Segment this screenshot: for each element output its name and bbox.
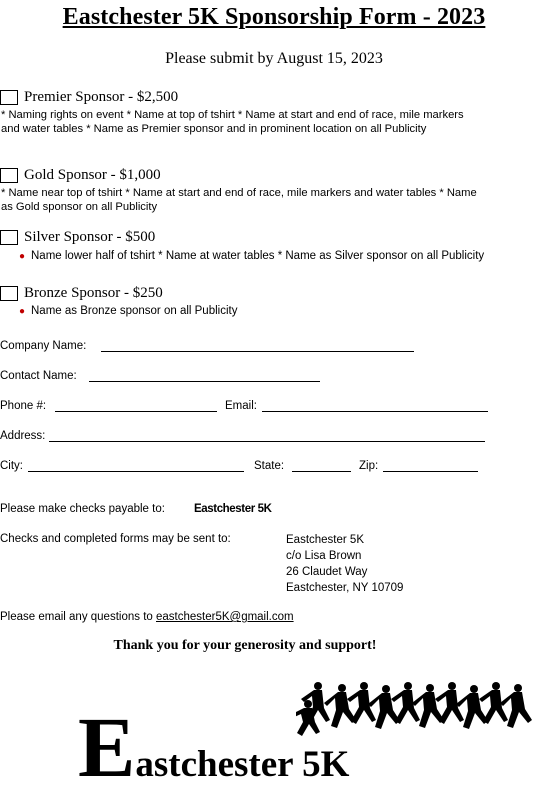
gold-label: Gold Sponsor - $1,000 xyxy=(24,167,161,183)
tier-gold xyxy=(0,167,161,184)
gold-checkbox[interactable] xyxy=(0,168,18,183)
silver-benefits-text: Name lower half of tshirt * Name at water tables * Name as Silver sponsor on all Publicity xyxy=(31,250,485,262)
email-question xyxy=(0,611,294,623)
logo-initial: E xyxy=(78,699,136,795)
phone-label: Phone #: xyxy=(0,400,47,412)
bullet-icon: ● xyxy=(19,306,26,317)
bronze-benefits-text: Name as Bronze sponsor on all Publicity xyxy=(31,305,238,317)
premier-label: Premier Sponsor - $2,500 xyxy=(24,89,179,105)
bullet-icon: ● xyxy=(19,251,26,262)
tier-silver xyxy=(0,229,155,246)
email-input[interactable] xyxy=(262,399,488,412)
city-input[interactable] xyxy=(28,459,244,472)
checks-payable-label: Please make checks payable to: xyxy=(0,503,165,515)
bronze-checkbox[interactable] xyxy=(0,286,18,301)
bronze-label: Bronze Sponsor - $250 xyxy=(24,285,163,301)
tier-premier xyxy=(0,89,178,106)
email-label: Email: xyxy=(225,400,257,412)
event-logo xyxy=(78,699,350,795)
address-line: 26 Claudet Way xyxy=(286,566,368,578)
tier-bronze xyxy=(0,285,163,302)
address-line: c/o Lisa Brown xyxy=(286,550,362,562)
email-question-prefix: Please email any questions to xyxy=(0,611,153,623)
silver-checkbox[interactable] xyxy=(0,230,18,245)
checks-payable-name: Eastchester 5K xyxy=(194,503,272,515)
address-line: Eastchester 5K xyxy=(286,534,364,546)
silver-label: Silver Sponsor - $500 xyxy=(24,229,156,245)
contact-input[interactable] xyxy=(89,369,320,382)
company-input[interactable] xyxy=(101,339,414,352)
thank-you-message: Thank you for your generosity and support! xyxy=(113,638,377,653)
state-label: State: xyxy=(254,460,285,472)
address-line: Eastchester, NY 10709 xyxy=(286,582,404,594)
premier-benefits: * Naming rights on event * Name at top of tshirt * Name at start and end of race, mile markers and water tables * Name as Premier sponsor and in prominent location on all Publicity xyxy=(1,109,464,135)
mail-address xyxy=(286,532,403,596)
city-label: City: xyxy=(0,460,23,472)
zip-label: Zip: xyxy=(359,460,379,472)
company-label: Company Name: xyxy=(0,340,87,352)
email-link[interactable]: eastchester5K@gmail.com xyxy=(156,611,294,623)
state-input[interactable] xyxy=(292,459,351,472)
address-label: Address: xyxy=(0,430,46,442)
contact-label: Contact Name: xyxy=(0,370,77,382)
zip-input[interactable] xyxy=(383,459,478,472)
silver-benefits xyxy=(19,248,494,265)
gold-benefits: * Name near top of tshirt * Name at start and end of race, mile markers and water tables * Name as Gold sponsor on all Publicity xyxy=(1,187,477,213)
mail-label: Checks and completed forms may be sent to: xyxy=(0,533,231,545)
submission-deadline: Please submit by August 15, 2023 xyxy=(165,50,383,67)
form-title: Eastchester 5K Sponsorship Form - 2023 xyxy=(62,4,486,30)
logo-text: astchester 5K xyxy=(135,744,350,785)
premier-checkbox[interactable] xyxy=(0,90,18,105)
bronze-benefits xyxy=(19,303,494,320)
phone-input[interactable] xyxy=(55,399,217,412)
address-input[interactable] xyxy=(49,429,485,442)
